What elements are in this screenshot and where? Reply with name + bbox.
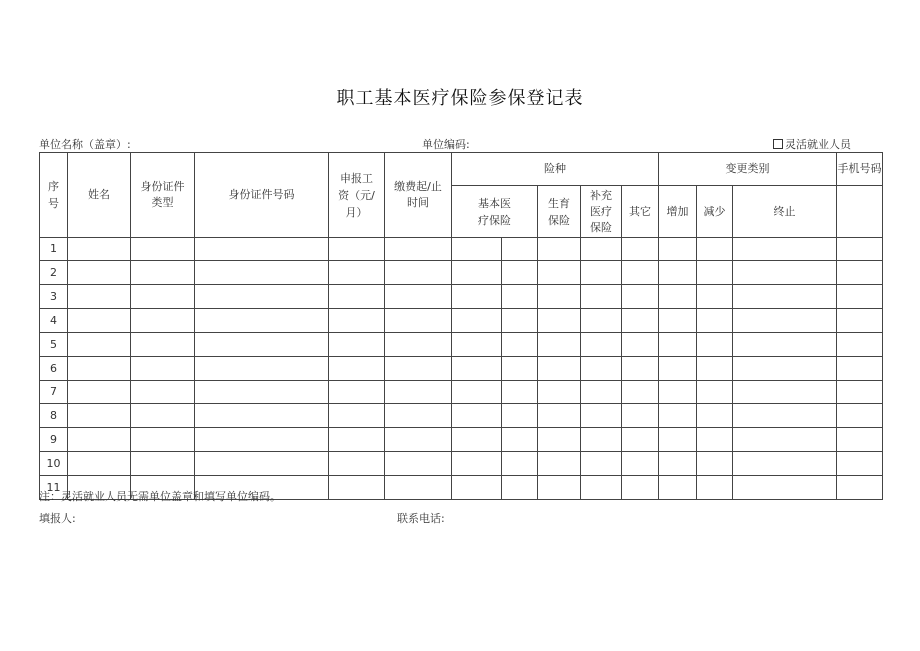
cell-terminate[interactable] xyxy=(733,381,837,404)
registration-table xyxy=(39,152,883,500)
cell-basic-medical-b[interactable] xyxy=(502,381,538,404)
cell-terminate[interactable] xyxy=(733,476,837,500)
cell-mobile[interactable] xyxy=(837,381,883,404)
cell-other[interactable] xyxy=(622,238,659,261)
cell-id-type[interactable] xyxy=(131,238,195,261)
table-row xyxy=(40,333,883,357)
cell-maternity[interactable] xyxy=(538,238,581,261)
cell-id-type[interactable] xyxy=(131,452,195,476)
cell-basic-medical-b[interactable] xyxy=(502,333,538,357)
cell-mobile[interactable] xyxy=(837,309,883,333)
cell-reduce[interactable] xyxy=(697,285,733,309)
cell-mobile[interactable] xyxy=(837,476,883,500)
flexible-employment-option[interactable] xyxy=(773,136,851,152)
row-number: 3 xyxy=(40,285,68,309)
cell-salary[interactable] xyxy=(329,309,385,333)
cell-maternity[interactable] xyxy=(538,476,581,500)
header-seq: 序号 xyxy=(40,153,68,238)
cell-basic-medical-b[interactable] xyxy=(502,309,538,333)
cell-add[interactable] xyxy=(659,381,697,404)
cell-name[interactable] xyxy=(68,309,131,333)
cell-terminate[interactable] xyxy=(733,428,837,452)
cell-reduce[interactable] xyxy=(697,428,733,452)
cell-maternity[interactable] xyxy=(538,381,581,404)
cell-id-number[interactable] xyxy=(195,333,329,357)
cell-basic-medical-a[interactable] xyxy=(452,238,502,261)
cell-pay-period[interactable] xyxy=(385,381,452,404)
table-row xyxy=(40,285,883,309)
cell-name[interactable] xyxy=(68,381,131,404)
cell-terminate[interactable] xyxy=(733,309,837,333)
cell-id-number[interactable] xyxy=(195,238,329,261)
cell-maternity[interactable] xyxy=(538,261,581,285)
cell-supplementary[interactable] xyxy=(581,333,622,357)
cell-pay-period[interactable] xyxy=(385,238,452,261)
header-mobile: 手机号码 xyxy=(837,153,883,186)
cell-basic-medical-a[interactable] xyxy=(452,309,502,333)
cell-supplementary[interactable] xyxy=(581,428,622,452)
cell-reduce[interactable] xyxy=(697,333,733,357)
cell-name[interactable] xyxy=(68,238,131,261)
header-terminate: 终止 xyxy=(733,186,837,238)
cell-reduce[interactable] xyxy=(697,476,733,500)
flexible-employment-label: 灵活就业人员 xyxy=(785,138,851,151)
cell-add[interactable] xyxy=(659,285,697,309)
cell-name[interactable] xyxy=(68,285,131,309)
cell-maternity[interactable] xyxy=(538,404,581,428)
cell-id-type[interactable] xyxy=(131,261,195,285)
header-row-1 xyxy=(40,153,883,186)
footnote: 注：灵活就业人员无需单位盖章和填写单位编码。 xyxy=(39,490,281,503)
table-row xyxy=(40,404,883,428)
cell-reduce[interactable] xyxy=(697,238,733,261)
cell-reduce[interactable] xyxy=(697,404,733,428)
cell-terminate[interactable] xyxy=(733,285,837,309)
cell-terminate[interactable] xyxy=(733,357,837,381)
cell-reduce[interactable] xyxy=(697,381,733,404)
header-other: 其它 xyxy=(622,186,659,238)
table-row xyxy=(40,309,883,333)
cell-terminate[interactable] xyxy=(733,238,837,261)
cell-basic-medical-a[interactable] xyxy=(452,285,502,309)
cell-basic-medical-b[interactable] xyxy=(502,238,538,261)
cell-salary[interactable] xyxy=(329,381,385,404)
table-body xyxy=(40,238,883,500)
cell-other[interactable] xyxy=(622,333,659,357)
cell-mobile[interactable] xyxy=(837,238,883,261)
row-number: 10 xyxy=(40,452,68,476)
cell-pay-period[interactable] xyxy=(385,261,452,285)
cell-id-type[interactable] xyxy=(131,285,195,309)
cell-mobile[interactable] xyxy=(837,357,883,381)
cell-salary[interactable] xyxy=(329,333,385,357)
cell-other[interactable] xyxy=(622,476,659,500)
cell-id-type[interactable] xyxy=(131,381,195,404)
row-number: 8 xyxy=(40,404,68,428)
cell-pay-period[interactable] xyxy=(385,357,452,381)
cell-salary[interactable] xyxy=(329,428,385,452)
cell-basic-medical-a[interactable] xyxy=(452,404,502,428)
cell-salary[interactable] xyxy=(329,285,385,309)
row-number: 9 xyxy=(40,428,68,452)
cell-name[interactable] xyxy=(68,261,131,285)
header-basic-medical: 基本医疗保险 xyxy=(452,186,538,238)
cell-salary[interactable] xyxy=(329,261,385,285)
cell-id-number[interactable] xyxy=(195,309,329,333)
cell-salary[interactable] xyxy=(329,238,385,261)
cell-basic-medical-b[interactable] xyxy=(502,428,538,452)
cell-other[interactable] xyxy=(622,428,659,452)
table-row xyxy=(40,381,883,404)
header-change-type: 变更类别 xyxy=(659,153,837,186)
cell-add[interactable] xyxy=(659,476,697,500)
cell-basic-medical-b[interactable] xyxy=(502,285,538,309)
cell-name[interactable] xyxy=(68,428,131,452)
cell-pay-period[interactable] xyxy=(385,309,452,333)
cell-name[interactable] xyxy=(68,404,131,428)
cell-salary[interactable] xyxy=(329,357,385,381)
cell-basic-medical-b[interactable] xyxy=(502,476,538,500)
cell-basic-medical-b[interactable] xyxy=(502,357,538,381)
table-row xyxy=(40,452,883,476)
cell-id-number[interactable] xyxy=(195,404,329,428)
cell-mobile[interactable] xyxy=(837,333,883,357)
cell-mobile[interactable] xyxy=(837,428,883,452)
cell-supplementary[interactable] xyxy=(581,476,622,500)
row-number: 2 xyxy=(40,261,68,285)
cell-name[interactable] xyxy=(68,452,131,476)
cell-other[interactable] xyxy=(622,357,659,381)
table-row xyxy=(40,261,883,285)
cell-pay-period[interactable] xyxy=(385,333,452,357)
cell-maternity[interactable] xyxy=(538,285,581,309)
row-number: 5 xyxy=(40,333,68,357)
header-pay-period: 缴费起/止时间 xyxy=(385,153,452,238)
cell-id-number[interactable] xyxy=(195,428,329,452)
header-supplementary: 补充医疗保险 xyxy=(581,186,622,238)
cell-terminate[interactable] xyxy=(733,404,837,428)
cell-mobile[interactable] xyxy=(837,261,883,285)
cell-maternity[interactable] xyxy=(538,309,581,333)
cell-id-number[interactable] xyxy=(195,261,329,285)
cell-add[interactable] xyxy=(659,428,697,452)
cell-reduce[interactable] xyxy=(697,309,733,333)
cell-pay-period[interactable] xyxy=(385,285,452,309)
cell-salary[interactable] xyxy=(329,452,385,476)
row-number: 7 xyxy=(40,381,68,404)
cell-maternity[interactable] xyxy=(538,452,581,476)
cell-name[interactable] xyxy=(68,357,131,381)
row-number: 11 xyxy=(40,476,68,500)
row-number: 4 xyxy=(40,309,68,333)
header-id-number: 身份证件号码 xyxy=(195,153,329,238)
header-salary: 申报工资（元/月） xyxy=(329,153,385,238)
cell-other[interactable] xyxy=(622,452,659,476)
cell-add[interactable] xyxy=(659,309,697,333)
cell-name[interactable] xyxy=(68,333,131,357)
cell-other[interactable] xyxy=(622,261,659,285)
unit-name-label: 单位名称（盖章）: xyxy=(39,138,131,151)
cell-basic-medical-a[interactable] xyxy=(452,476,502,500)
cell-id-type[interactable] xyxy=(131,309,195,333)
unit-code-label: 单位编码: xyxy=(422,138,470,151)
cell-supplementary[interactable] xyxy=(581,404,622,428)
cell-supplementary[interactable] xyxy=(581,381,622,404)
cell-add[interactable] xyxy=(659,404,697,428)
row-number: 1 xyxy=(40,238,68,261)
cell-salary[interactable] xyxy=(329,404,385,428)
cell-pay-period[interactable] xyxy=(385,476,452,500)
contact-phone-label: 联系电话: xyxy=(397,512,445,525)
header-add: 增加 xyxy=(659,186,697,238)
mobile-blank[interactable] xyxy=(837,186,883,238)
cell-id-number[interactable] xyxy=(195,452,329,476)
cell-reduce[interactable] xyxy=(697,357,733,381)
header-id-type: 身份证件类型 xyxy=(131,153,195,238)
cell-basic-medical-a[interactable] xyxy=(452,333,502,357)
cell-id-type[interactable] xyxy=(131,333,195,357)
cell-pay-period[interactable] xyxy=(385,428,452,452)
cell-supplementary[interactable] xyxy=(581,261,622,285)
cell-add[interactable] xyxy=(659,261,697,285)
cell-id-type[interactable] xyxy=(131,404,195,428)
cell-id-number[interactable] xyxy=(195,285,329,309)
cell-supplementary[interactable] xyxy=(581,309,622,333)
cell-id-number[interactable] xyxy=(195,357,329,381)
table-row xyxy=(40,428,883,452)
cell-basic-medical-a[interactable] xyxy=(452,381,502,404)
table-row xyxy=(40,357,883,381)
cell-add[interactable] xyxy=(659,238,697,261)
cell-mobile[interactable] xyxy=(837,404,883,428)
cell-add[interactable] xyxy=(659,357,697,381)
cell-id-type[interactable] xyxy=(131,428,195,452)
cell-other[interactable] xyxy=(622,285,659,309)
cell-maternity[interactable] xyxy=(538,333,581,357)
cell-mobile[interactable] xyxy=(837,452,883,476)
cell-supplementary[interactable] xyxy=(581,238,622,261)
cell-other[interactable] xyxy=(622,404,659,428)
cell-salary[interactable] xyxy=(329,476,385,500)
cell-pay-period[interactable] xyxy=(385,452,452,476)
cell-basic-medical-a[interactable] xyxy=(452,452,502,476)
cell-id-number[interactable] xyxy=(195,381,329,404)
cell-reduce[interactable] xyxy=(697,452,733,476)
cell-terminate[interactable] xyxy=(733,452,837,476)
cell-maternity[interactable] xyxy=(538,357,581,381)
row-number: 6 xyxy=(40,357,68,381)
cell-id-type[interactable] xyxy=(131,357,195,381)
cell-basic-medical-a[interactable] xyxy=(452,357,502,381)
cell-basic-medical-a[interactable] xyxy=(452,261,502,285)
cell-add[interactable] xyxy=(659,452,697,476)
checkbox-icon[interactable] xyxy=(773,139,783,149)
cell-terminate[interactable] xyxy=(733,261,837,285)
cell-mobile[interactable] xyxy=(837,285,883,309)
cell-basic-medical-b[interactable] xyxy=(502,452,538,476)
cell-add[interactable] xyxy=(659,333,697,357)
cell-reduce[interactable] xyxy=(697,261,733,285)
cell-other[interactable] xyxy=(622,309,659,333)
cell-supplementary[interactable] xyxy=(581,285,622,309)
cell-basic-medical-b[interactable] xyxy=(502,404,538,428)
cell-supplementary[interactable] xyxy=(581,357,622,381)
table-row xyxy=(40,238,883,261)
header-reduce: 减少 xyxy=(697,186,733,238)
cell-basic-medical-a[interactable] xyxy=(452,428,502,452)
form-title: 职工基本医疗保险参保登记表 xyxy=(336,88,584,109)
cell-pay-period[interactable] xyxy=(385,404,452,428)
header-name: 姓名 xyxy=(68,153,131,238)
header-insurance: 险种 xyxy=(452,153,659,186)
cell-terminate[interactable] xyxy=(733,333,837,357)
cell-other[interactable] xyxy=(622,381,659,404)
filler-label: 填报人: xyxy=(39,512,76,525)
header-maternity: 生育保险 xyxy=(538,186,581,238)
cell-basic-medical-b[interactable] xyxy=(502,261,538,285)
cell-maternity[interactable] xyxy=(538,428,581,452)
cell-supplementary[interactable] xyxy=(581,452,622,476)
